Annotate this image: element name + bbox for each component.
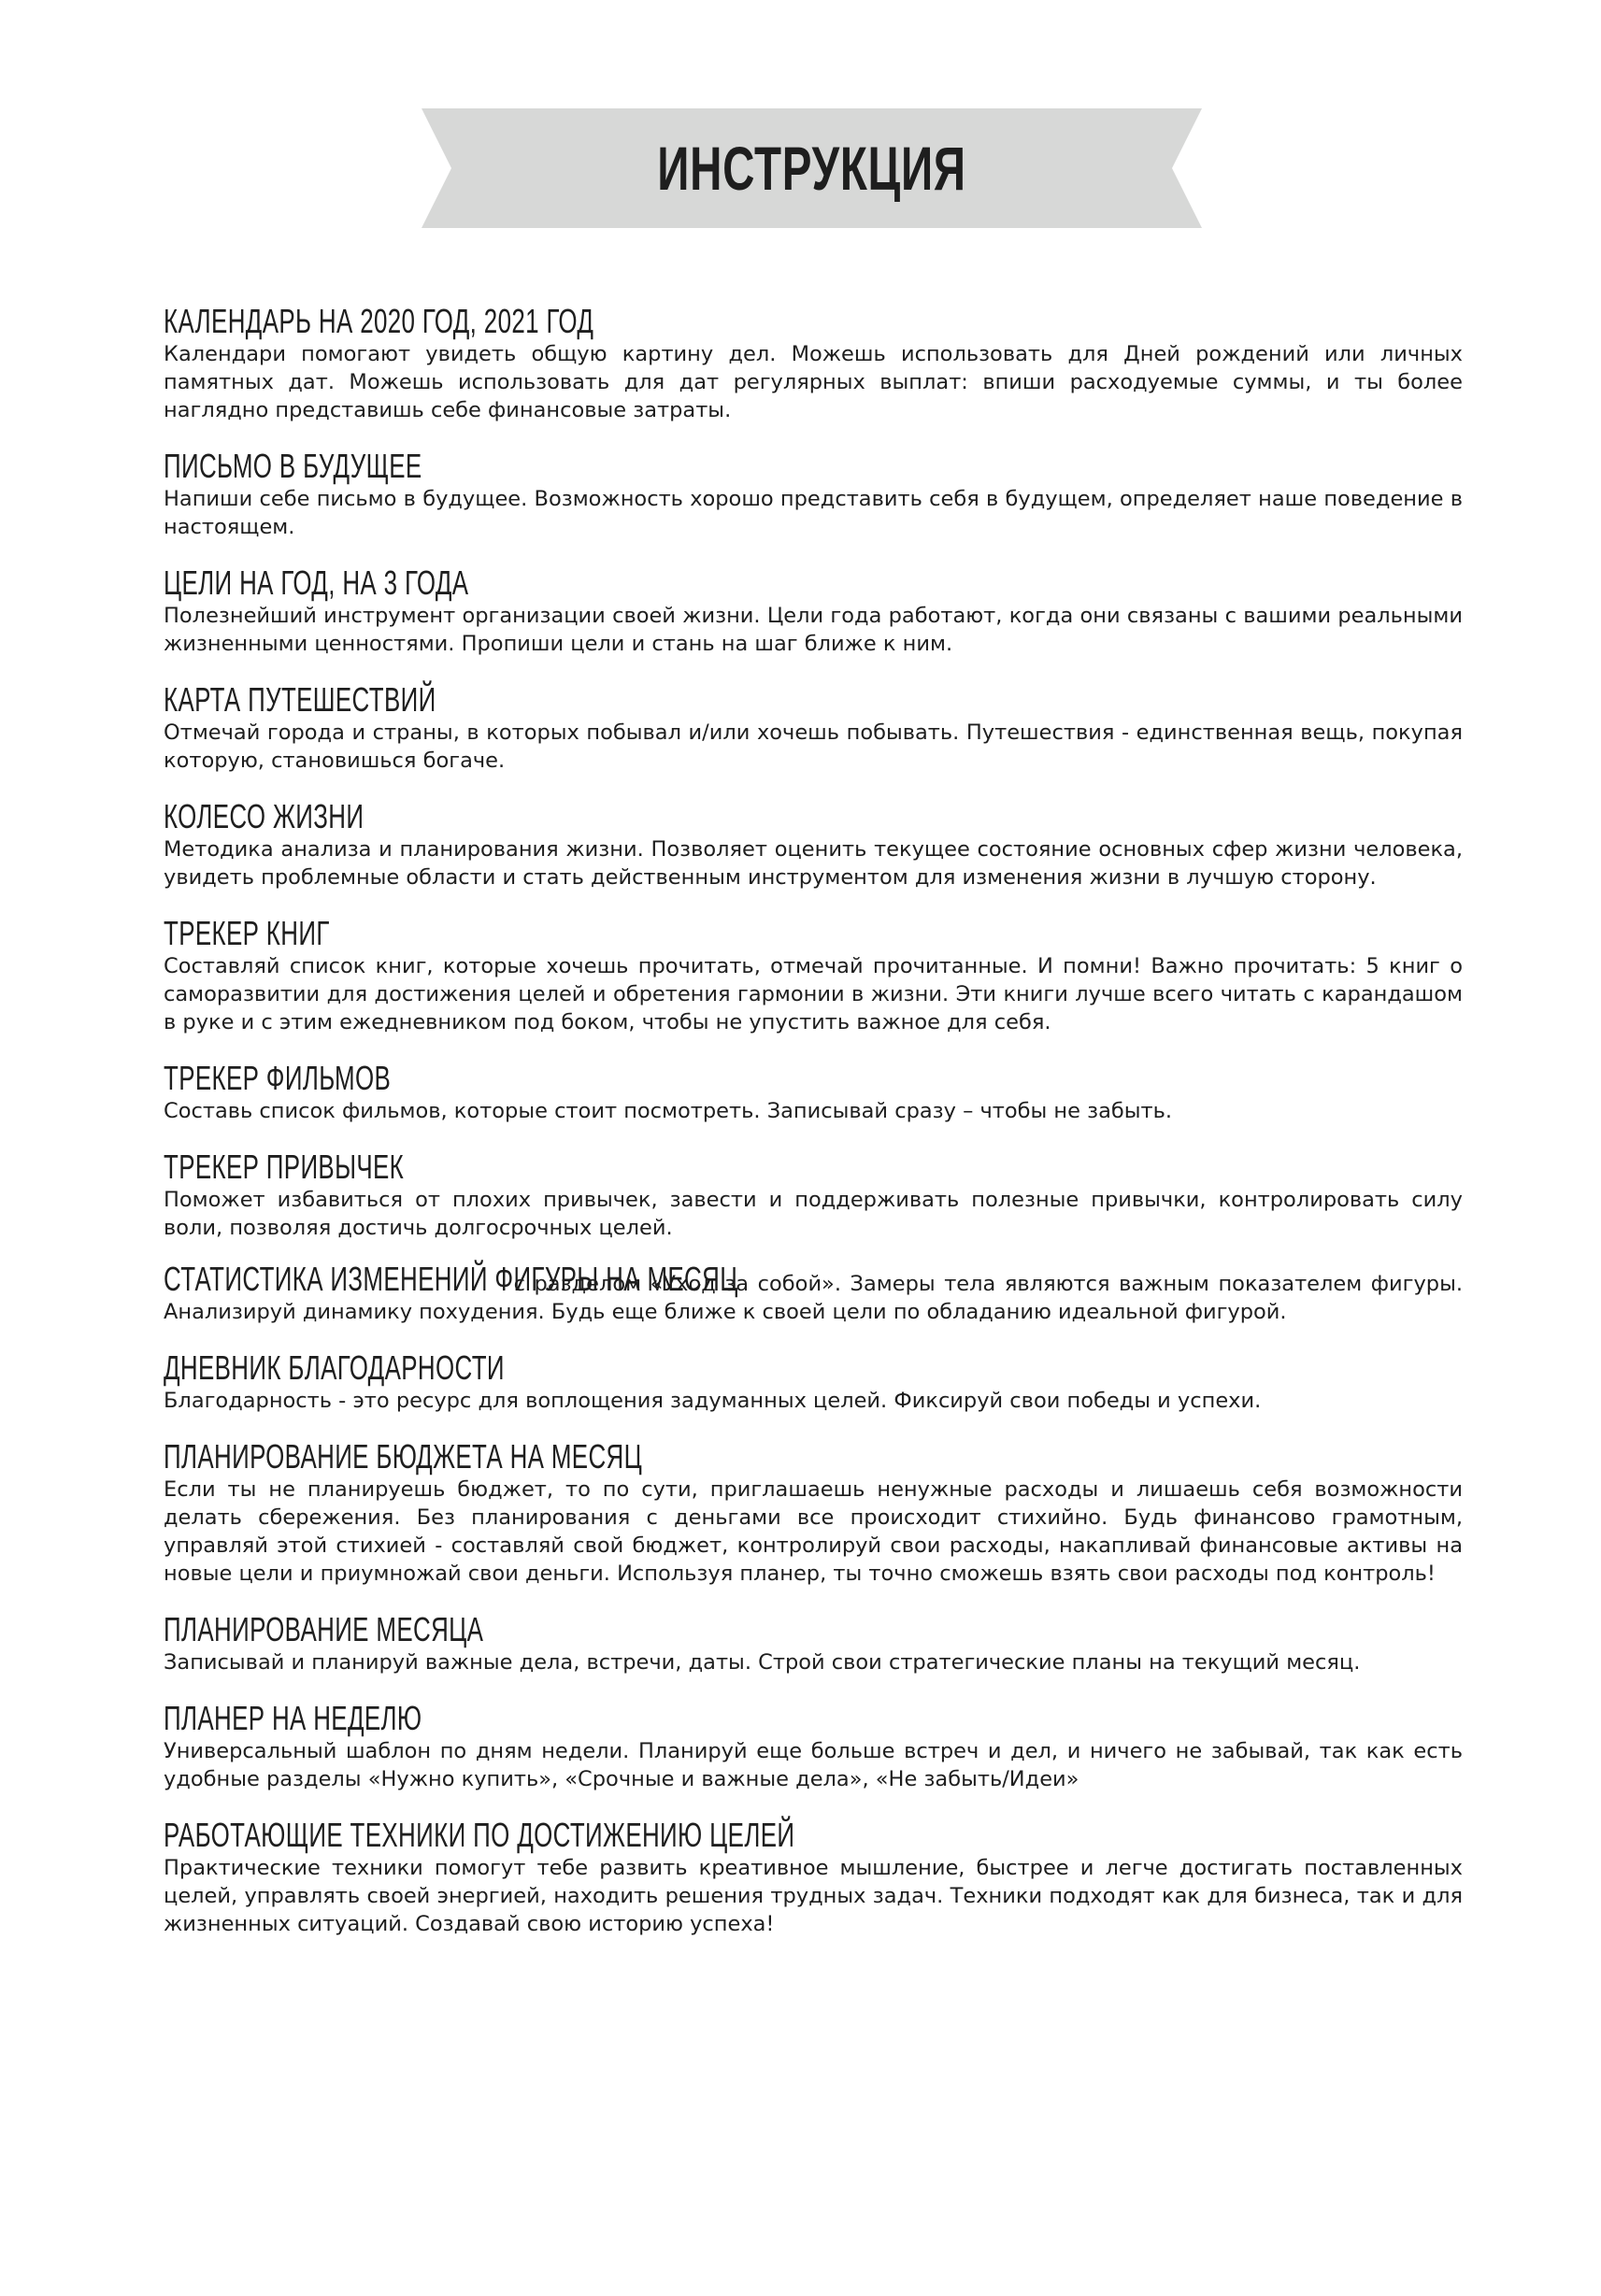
section-habit-tracker — [164, 1148, 1463, 1242]
section-heading: ДНЕВНИК БЛАГОДАРНОСТИ — [164, 1348, 505, 1387]
section-text: Составь список фильмов, которые стоит посмотреть. Записывай сразу – чтобы не забыть. — [164, 1099, 1173, 1123]
section-heading: КАЛЕНДАРЬ НА 2020 ГОД, 2021 ГОД — [164, 302, 594, 340]
section-text: Напиши себе письмо в будущее. Возможность хорошо представить себя в будущем, определяет наше поведение в настоящем. — [164, 487, 1463, 539]
section-text: Составляй список книг, которые хочешь прочитать, отмечай прочитанные. И помни! Важно прочитать: 5 книг о саморазвитии для достижения целей и обретения гармонии в жизни. Эти книги лучше всего читать с карандашом в руке и с этим ежедневником под боком, чтобы не упустить важное для себя. — [164, 954, 1463, 1034]
instruction-list — [164, 303, 1463, 1961]
section-text: Записывай и планируй важные дела, встречи, даты. Строй свои стратегические планы на текущий месяц. — [164, 1650, 1361, 1675]
section-movie-tracker — [164, 1060, 1463, 1125]
section-heading: КАРТА ПУТЕШЕСТВИЙ — [164, 680, 436, 719]
section-heading: ПЛАНИРОВАНИЕ БЮДЖЕТА НА МЕСЯЦ — [164, 1437, 643, 1476]
section-budget-planning — [164, 1438, 1463, 1588]
section-text: Практические техники помогут тебе развить креативное мышление, быстрее и легче достигать поставленных целей, управлять своей энергией, находить решения трудных задач. Техники подходят как для бизнеса, так и для жизненных ситуаций. Создавай свою историю успеха! — [164, 1856, 1463, 1936]
section-heading: ТРЕКЕР ФИЛЬМОВ — [164, 1059, 392, 1097]
section-wheel-of-life — [164, 798, 1463, 891]
section-calendar — [164, 303, 1463, 424]
section-travel-map — [164, 681, 1463, 775]
section-heading: ПИСЬМО В БУДУЩЕЕ — [164, 447, 422, 485]
section-heading: ТРЕКЕР КНИГ — [164, 914, 330, 952]
section-heading: ПЛАНЕР НА НЕДЕЛЮ — [164, 1699, 422, 1737]
section-text: Если ты не планируешь бюджет, то по сути, приглашаешь ненужные расходы и лишаешь себя возможности делать сбережения. Без планирования с деньгами все происходит стихийно. Будь финансово грамотным, управляй этой стихией - составляй свой бюджет, контролируй свои расходы, накапливай финансовые активы на новые цели и приумножай свои деньги. Используя планер, ты точно сможешь взять свои расходы под контроль! — [164, 1477, 1463, 1586]
section-text: Универсальный шаблон по дням недели. Планируй еще больше встреч и дел, и ничего не забывай, так как есть удобные разделы «Нужно купить», «Срочные и важные дела», «Не забыть/Идеи» — [164, 1739, 1463, 1791]
section-heading: ПЛАНИРОВАНИЕ МЕСЯЦА — [164, 1610, 484, 1648]
section-goals — [164, 564, 1463, 658]
page-title: ИНСТРУКЦИЯ — [657, 134, 966, 203]
section-goal-techniques — [164, 1817, 1463, 1938]
section-body: с разделом «Уход за собой». Замеры тела являются важным показателем фигуры. Анализируй динамику похудения. Будь еще ближе к своей цели по обладанию идеальной фигурой. — [164, 1272, 1463, 1324]
section-week-planner — [164, 1700, 1463, 1793]
section-gratitude-diary — [164, 1349, 1463, 1415]
section-heading: РАБОТАЮЩИЕ ТЕХНИКИ ПО ДОСТИЖЕНИЮ ЦЕЛЕЙ — [164, 1816, 795, 1854]
section-text: Поможет избавиться от плохих привычек, завести и поддерживать полезные привычки, контролировать силу воли, позволяя достичь долгосрочных целей. — [164, 1188, 1463, 1240]
section-heading: СТАТИСТИКА ИЗМЕНЕНИЙ ФИГУРЫ НА МЕСЯЦ — [164, 1260, 738, 1298]
section-letter-to-future — [164, 448, 1463, 541]
section-text: Методика анализа и планирования жизни. Позволяет оценить текущее состояние основных сфер жизни человека, увидеть проблемные области и стать действенным инструментом для изменения жизни в лучшую сторону. — [164, 837, 1463, 890]
title-banner — [422, 108, 1202, 228]
section-text: Благодарность - это ресурс для воплощения задуманных целей. Фиксируй свои победы и успехи. — [164, 1389, 1262, 1413]
section-text: Отмечай города и страны, в которых побывал и/или хочешь побывать. Путешествия - единственная вещь, покупая которую, становишься богаче. — [164, 720, 1463, 773]
section-book-tracker — [164, 915, 1463, 1036]
section-heading: ЦЕЛИ НА ГОД, НА 3 ГОДА — [164, 563, 469, 602]
section-heading: КОЛЕСО ЖИЗНИ — [164, 797, 365, 835]
section-text: Полезнейший инструмент организации своей жизни. Цели года работают, когда они связаны с вашими реальными жизненными ценностями. Пропиши цели и стань на шаг ближе к ним. — [164, 604, 1463, 656]
section-text — [164, 1260, 1463, 1326]
section-figure-stats — [164, 1260, 1463, 1326]
section-heading: ТРЕКЕР ПРИВЫЧЕК — [164, 1148, 405, 1186]
section-month-planning — [164, 1611, 1463, 1676]
section-text: Календари помогают увидеть общую картину дел. Можешь использовать для Дней рождений или личных памятных дат. Можешь использовать для дат регулярных выплат: впиши расходуемые суммы, и ты более наглядно представишь себе финансовые затраты. — [164, 342, 1463, 422]
